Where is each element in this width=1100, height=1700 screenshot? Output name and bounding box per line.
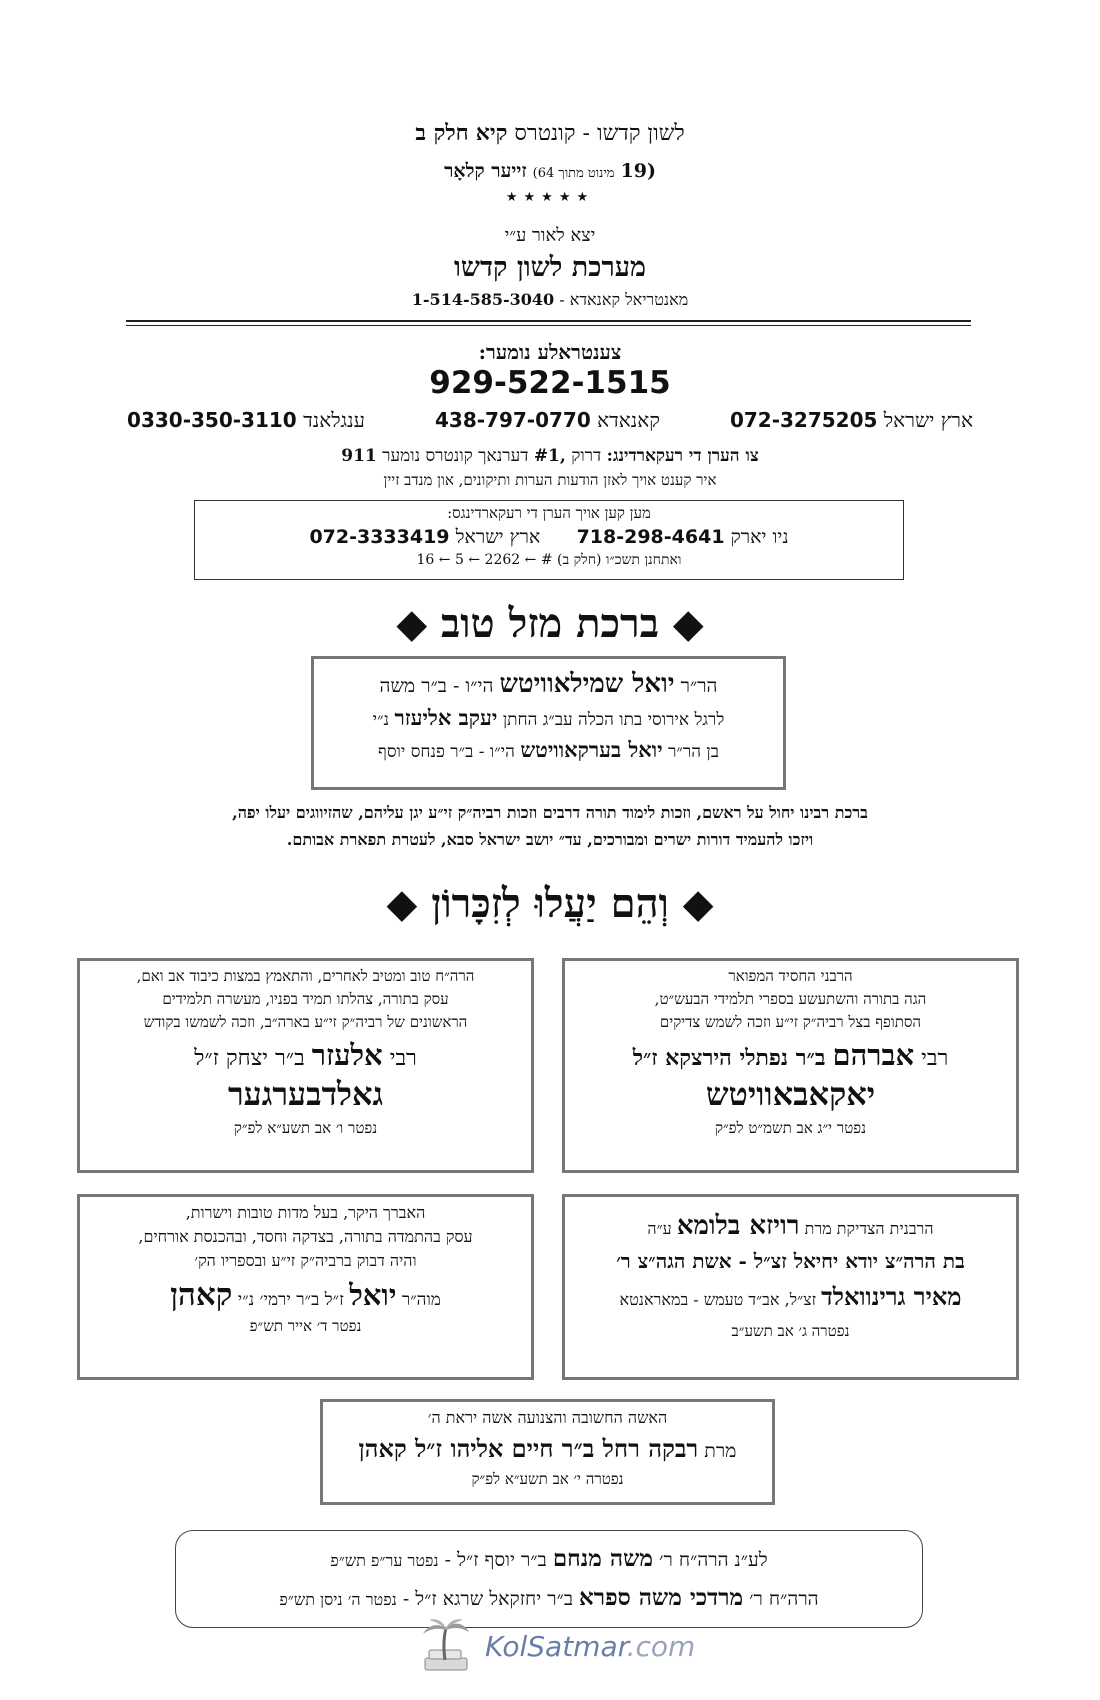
blum-date: נפטרה ג׳ אב תשע״ב [731, 1322, 850, 1340]
first-name: יואל [349, 1278, 397, 1312]
first-name: אברהם [832, 1038, 915, 1072]
footer-line-1 [176, 1545, 922, 1572]
site-name: KolSatmar [485, 1629, 627, 1663]
mazel-tov-line-2 [314, 705, 783, 731]
occasion: לרגל אירוסי בתו הכלה עב״ג החתן [502, 710, 725, 730]
dedication-prefix: לע״נ הרה״ח ר׳ [659, 1549, 768, 1571]
published-by: יצא לאור ע״י [504, 225, 596, 246]
first-name: משה מנחם [552, 1545, 654, 1572]
also-listen-numbers [195, 526, 903, 549]
name: רבקה רחל ב״ר חיים אליהו ז״ל קאהן [358, 1434, 699, 1463]
also-listen-title: מען קען אויך הערן די רעקארדינגס: [447, 504, 651, 522]
memorial-rivka [320, 1399, 775, 1505]
goldberger-date: נפטר ו׳ אב תשע״א לפ״ק [233, 1119, 378, 1137]
central-label: צענטראלע נומער: [478, 340, 622, 364]
kahan-name [80, 1277, 531, 1313]
husband-name: מאיר גרינוואלד [821, 1282, 962, 1311]
father-suffix: הי״ו - ב״ר משה [379, 675, 494, 697]
clarity-note: זייער קלאָר [444, 160, 527, 182]
title-prefix: הרבנית הצדיקת מרת [804, 1219, 934, 1238]
blum-line-2: בת הרה״צ יודא יחיאל זצ״ל - אשת הגה״צ ר׳ [616, 1249, 965, 1273]
england-phone: 0330-350-3110 [127, 408, 297, 432]
canada-number [435, 408, 660, 433]
title-line [0, 120, 1100, 146]
booklet-part: חלק ב [415, 120, 469, 146]
goldberger-surname: גאלדבערגער [227, 1075, 384, 1113]
yakobovitch-line-2: הגה בתורה והשתעשע בספרי תלמידי הבעש״ט, [654, 990, 927, 1008]
date: נפטר ער״פ תש״פ [330, 1551, 439, 1570]
groom-father-name: יואל בערקאוויטש [520, 737, 663, 762]
central-number: 929-522-1515 [429, 365, 671, 401]
israel-phone: 072-3275205 [729, 408, 878, 432]
patronymic: ב״ר יצחק ז״ל [194, 1046, 305, 1071]
yakobovitch-date: נפטר י״ג אב תשמ״ט לפ״ק [714, 1119, 867, 1137]
israel-number [730, 408, 973, 433]
blum-line-3 [565, 1282, 1016, 1312]
england-number [127, 408, 365, 433]
memorial-kahan [77, 1194, 534, 1380]
org-name: מערכת לשון קדשו [453, 252, 646, 283]
press-label: דרוק [571, 446, 602, 466]
ny-phone: 718-298-4641 [576, 526, 725, 548]
org-phone: 1-514-585-3040 [411, 290, 555, 309]
suffix: ע״ה [647, 1219, 672, 1238]
canada-label: קאנאדא [597, 408, 660, 432]
stars-divider: ★★★★★ [505, 190, 595, 205]
mazel-tov-line-1 [314, 669, 783, 699]
goldberger-line-2: עסק בתורה, צהלתו תמיד בפניו, מעשרה תלמידים [162, 990, 449, 1008]
groom-suffix: נ״י [372, 710, 390, 730]
first-name: אלעזר [311, 1038, 383, 1072]
org-location: מאנטריאל קאנאדא [569, 290, 689, 309]
israel-label: ארץ ישראל [883, 408, 973, 432]
canada-phone: 438-797-0770 [434, 408, 591, 432]
palm-tree-icon [415, 1616, 475, 1676]
rivka-line-1: האשה החשובה והצנועה אשה יראת ה׳ [427, 1408, 668, 1427]
rabbi-prefix: רבי [389, 1046, 417, 1071]
il-label: ארץ ישראל [455, 526, 541, 548]
patronymic: ב״ר יחזקאל שרגא ז״ל - [402, 1588, 573, 1610]
minutes: (19 [620, 160, 656, 182]
groom-father-suffix: הי״ו - ב״ר פנחס יוסף [378, 742, 515, 762]
son-of: בן הר״ר [668, 742, 719, 762]
memorial-title [0, 880, 1100, 927]
title-prefix: מרת [704, 1440, 737, 1462]
rivka-date: נפטרה י׳ אב תשע״א לפ״ק [471, 1470, 624, 1488]
booklet-number: קיא [475, 120, 508, 146]
title-prefix: הרה״ח ר׳ [749, 1588, 819, 1610]
memorial-yakobovitch [562, 958, 1019, 1173]
booklet-dial-number: 911 [341, 446, 377, 466]
mazel-tov-box [311, 656, 786, 790]
blum-line-1 [565, 1211, 1016, 1241]
goldberger-name [80, 1038, 531, 1073]
yakobovitch-surname: יאקאבאוויטש [705, 1075, 876, 1113]
yakobovitch-line-3: הסתופף בצל רביה״ק זי״ע וזכה לשמש צדיקים [659, 1013, 922, 1031]
bullet-icon: ◆ [396, 600, 428, 647]
il-phone: 072-3333419 [309, 526, 450, 548]
rabbi-prefix: רבי [921, 1046, 949, 1071]
recording-path: ואתחנן תשכ״ו (חלק ב) # ← 2262 ← 5 ← 16 [416, 552, 682, 568]
goldberger-line-1: הרה״ח טוב ומטיב לאחרים, והתאמץ במצות כיבוד אב ואם, [136, 967, 475, 985]
mazel-tov-line-3 [314, 737, 783, 763]
site-domain: .com [626, 1629, 696, 1663]
mazel-tov-heading: ברכת מזל טוב [441, 600, 659, 647]
kolsatmar-logo[interactable] [415, 1616, 695, 1676]
goldberger-line-3: הראשונים של רביה״ק זי״ע בארה״ב, וזכה לשמשו בקודש [143, 1013, 468, 1031]
date: נפטר ה׳ ניסן תש״פ [279, 1590, 397, 1609]
mazel-tov-title [0, 600, 1100, 647]
recordings-note: איר קענט אויך לאזן הודעות הערות ותיקונים, און מנדב זיין [383, 471, 717, 489]
double-divider [126, 320, 971, 322]
kahan-line-3: והיה דבוק ברביה״ק זי״ע ובספריו הק׳ [194, 1251, 417, 1270]
yakobovitch-line-1: הרבני החסיד המפואר [728, 967, 853, 985]
blessing-line-2: ויזכו להעמיד דורות ישרים ומבורכים, עד״ יושב ישראל סבא, לעטרת תפארת אבותם. [286, 830, 814, 849]
bullet-icon: ◆ [672, 600, 704, 647]
memorial-blum [562, 1194, 1019, 1380]
footer-box [175, 1530, 923, 1628]
rivka-name [323, 1434, 772, 1464]
series-name: לשון קדשו - קונטרס [514, 121, 685, 146]
recordings-label: צו הערן די רעקארדינג: [606, 446, 759, 466]
kahan-line-1: האברך היקר, בעל מדות טובות וישרות, [185, 1203, 426, 1222]
groom-name: יעקב אליעזר [394, 705, 498, 730]
kahan-date: נפטר ד׳ אייר תש״פ [249, 1317, 362, 1335]
org-contact: מאנטריאל קאנאדא - 1-514-585-3040 [411, 290, 689, 309]
press-number: #1, [533, 446, 566, 466]
bullet-icon: ◆ [682, 880, 714, 927]
also-listen-box [194, 500, 904, 580]
england-label: ענגלאנד [303, 408, 365, 432]
name: מרדכי משה ספרא [579, 1584, 744, 1611]
yakobovitch-name [565, 1038, 1016, 1073]
ny-label: ניו יארק [730, 526, 789, 548]
title-prefix: מוה״ר [401, 1290, 441, 1310]
patronymic: ב״ר נפתלי הירצקא ז״ל [632, 1045, 826, 1071]
patronymic: ב״ר יוסף ז״ל - [444, 1549, 547, 1571]
husband-title: זצ״ל, אב״ד טעמש - במאראנטא [619, 1290, 817, 1309]
minutes-of: מינוט מתוך 64) [532, 166, 615, 181]
footer-line-2 [176, 1584, 922, 1611]
name: רויזא בלומא [676, 1211, 800, 1241]
blessing-line-1: ברכת רבינו יחול על ראשם, וזכות לימוד תורה דרבים וזכות רביה״ק זי״ע יגן עליהם, שהזיווגים יעלו יפה, [232, 803, 868, 822]
double-divider-2 [126, 325, 971, 326]
then-label: דערנאך קונטרס נומער [382, 446, 529, 466]
regional-numbers [0, 408, 1100, 433]
title-prefix: הר״ר [680, 675, 718, 697]
memorial-heading: וְהֵם יַעֲלוּ לְזִכָּרוֹן [431, 880, 669, 927]
memorial-goldberger [77, 958, 534, 1173]
patronymic: ז״ל ב״ר ירמי׳ נ״י [237, 1290, 344, 1310]
duration-line [0, 160, 1100, 183]
father-name: יואל שמילאוויטש [499, 669, 675, 699]
bullet-icon: ◆ [386, 880, 418, 927]
kahan-line-2: עסק בהתמדה בתורה, בצדקה וחסד, ובהכנסת אורחים, [138, 1227, 473, 1246]
surname: קאהן [170, 1277, 233, 1313]
recordings-instructions [0, 446, 1100, 466]
